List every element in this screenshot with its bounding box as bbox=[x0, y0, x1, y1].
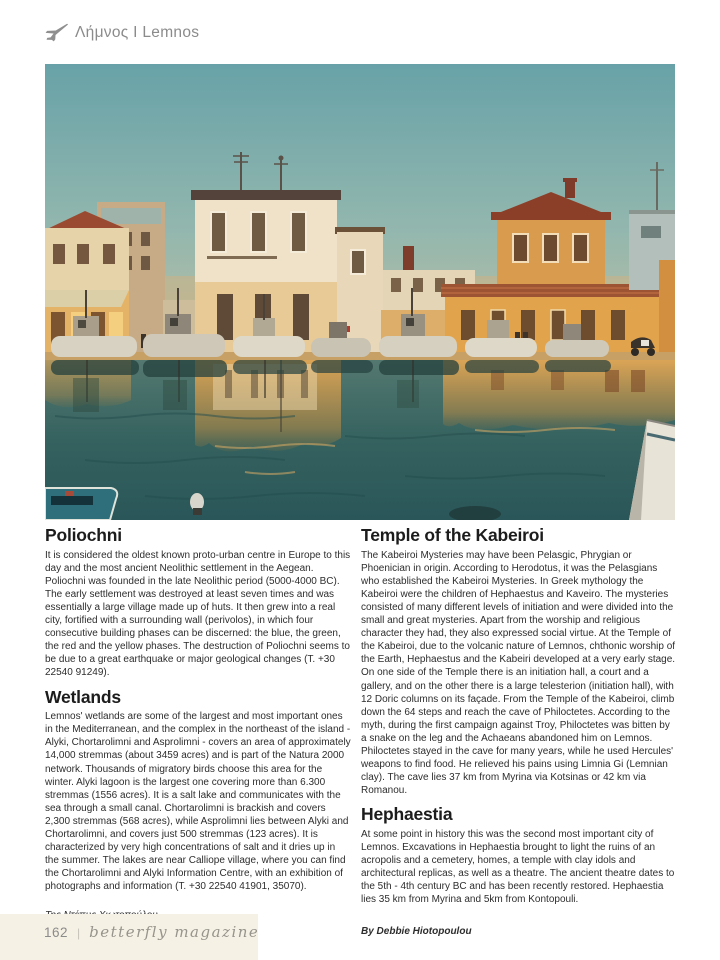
column-right bbox=[361, 526, 676, 937]
balcony bbox=[207, 256, 277, 259]
article-body: The Kabeiroi Mysteries may have been Pelasgic, Phrygian or Phoenician in origin. According to Herodotus, it was the Pelasgians who established the Kabeiroi Mysteries. In Greek mythology the Kabeiroi were the children of Hephaestus and Kaveiro. The mysteries consisted of many different levels of initiation and were divided into the small and great mysteries. Apart from the worship and religious character they had, they also expressed social virtue. At the Temple of the Kabeiroi, due to the volcanic nature of Lemnos, chthonic worship of the Earth, Hephaestus and the Kabeiri developed at a very early stage. On one side of the Temple there is an initiation hall, a court and a gallery, and on the other there is a large telesterion (initiation hall), with 12 Doric columns on its façade. From the Temple of the Kabeiroi, climb down the 64 steps and reach the cave of Philoctetes. According to the myth, during the first campaign against Troy, Philoctetes was bitten by a snake on the leg and the Achaeans abandoned him on Lemnos. Philoctetes stayed in the cave for many years, while he used Hercules' weapons to find food. He relieved his pains using Limnia Gi (Lemnian clay). The cave lies 37 km from Myrina via Kotsinas or 42 km via Romanou. bbox=[361, 549, 676, 797]
article-hephaestia bbox=[361, 805, 676, 906]
article-body: Lemnos' wetlands are some of the largest and most important ones in the Mediterranean, and the complex in the northeast of the island - Alyki, Chortarolimni and Asprolimni - covers an area of approximately 14,000 stremmas (about 3459 acres) and is part of the Natura 2000 network. Thousands of migratory birds choose this area for the winter. Alyki lagoon is the largest one covering more than 6.300 stremmas (1556 acres). It is a salt lake and communicates with the sea through a small canal. Chortarolimni is brackish and covers 2,300 stremmas (568 acres), while Asprolimni lies between Alyki and Chortarolimni, and covers just 500 stremmas (123 acres). It is characterized by very high concentrations of salt and it dries up in the summer. The lakes are near Calliope village, where you can find the Chortarolimni and Alyki Information Centre, with an exhibition of photographs and information (T. +30 22540 41901, 35070). bbox=[45, 711, 351, 893]
water-and-reflections bbox=[45, 360, 675, 520]
harbour-photo bbox=[45, 64, 675, 520]
airplane-icon bbox=[44, 22, 70, 44]
harbour-photo-art bbox=[45, 64, 675, 520]
article-body: At some point in history this was the second most important city of Lemnos. Excavations in Hephaestia brought to light the ruins of an acropolis and a cemetery, homes, a temple with clay idols and architectural replicas, as well as a theatre. The ancient theatre dates to the 5th - 4th century BC and has been recently restored. Hephaestia lies 35 km from Myrina and 5km from Kontopouli. bbox=[361, 828, 675, 906]
article-columns bbox=[45, 526, 676, 937]
article-body: It is considered the oldest known proto-urban centre in Europe to this day and the most ancient Neolithic settlement in the Aegean. Poliochni was founded in the late Neolithic period (5000-4000 BC). The early settlement was destroyed at least seven times and was essentially a large village made up of huts. It then grew into a real city, fortified with a surrounding wall (perivolos), in which four consecutive building phases can be discerned: the blue, the green, the red and the yellow phases. The destruction of Poliochni seems to be due to a great earthquake or major geological changes (T. +30 22540 91249). bbox=[45, 549, 351, 679]
location-title: Λήμνος I Lemnos bbox=[75, 24, 200, 41]
article-kabeiroi bbox=[361, 526, 676, 797]
dentil-cornice bbox=[191, 190, 341, 200]
page-header bbox=[44, 22, 199, 44]
article-poliochni bbox=[45, 526, 351, 680]
magazine-name: betterfly magazine bbox=[89, 923, 260, 941]
page-number: 162 bbox=[44, 925, 69, 940]
article-title: Temple of the Kabeiroi bbox=[361, 525, 544, 545]
footer-divider: | bbox=[77, 926, 81, 940]
article-title: Wetlands bbox=[45, 686, 121, 707]
page-footer bbox=[44, 923, 259, 941]
author-credit-english: By Debbie Hiotopoulou bbox=[361, 925, 472, 937]
column-left bbox=[45, 526, 351, 937]
article-title: Hephaestia bbox=[361, 804, 453, 825]
article-wetlands bbox=[45, 688, 351, 894]
article-title: Poliochni bbox=[45, 525, 122, 545]
